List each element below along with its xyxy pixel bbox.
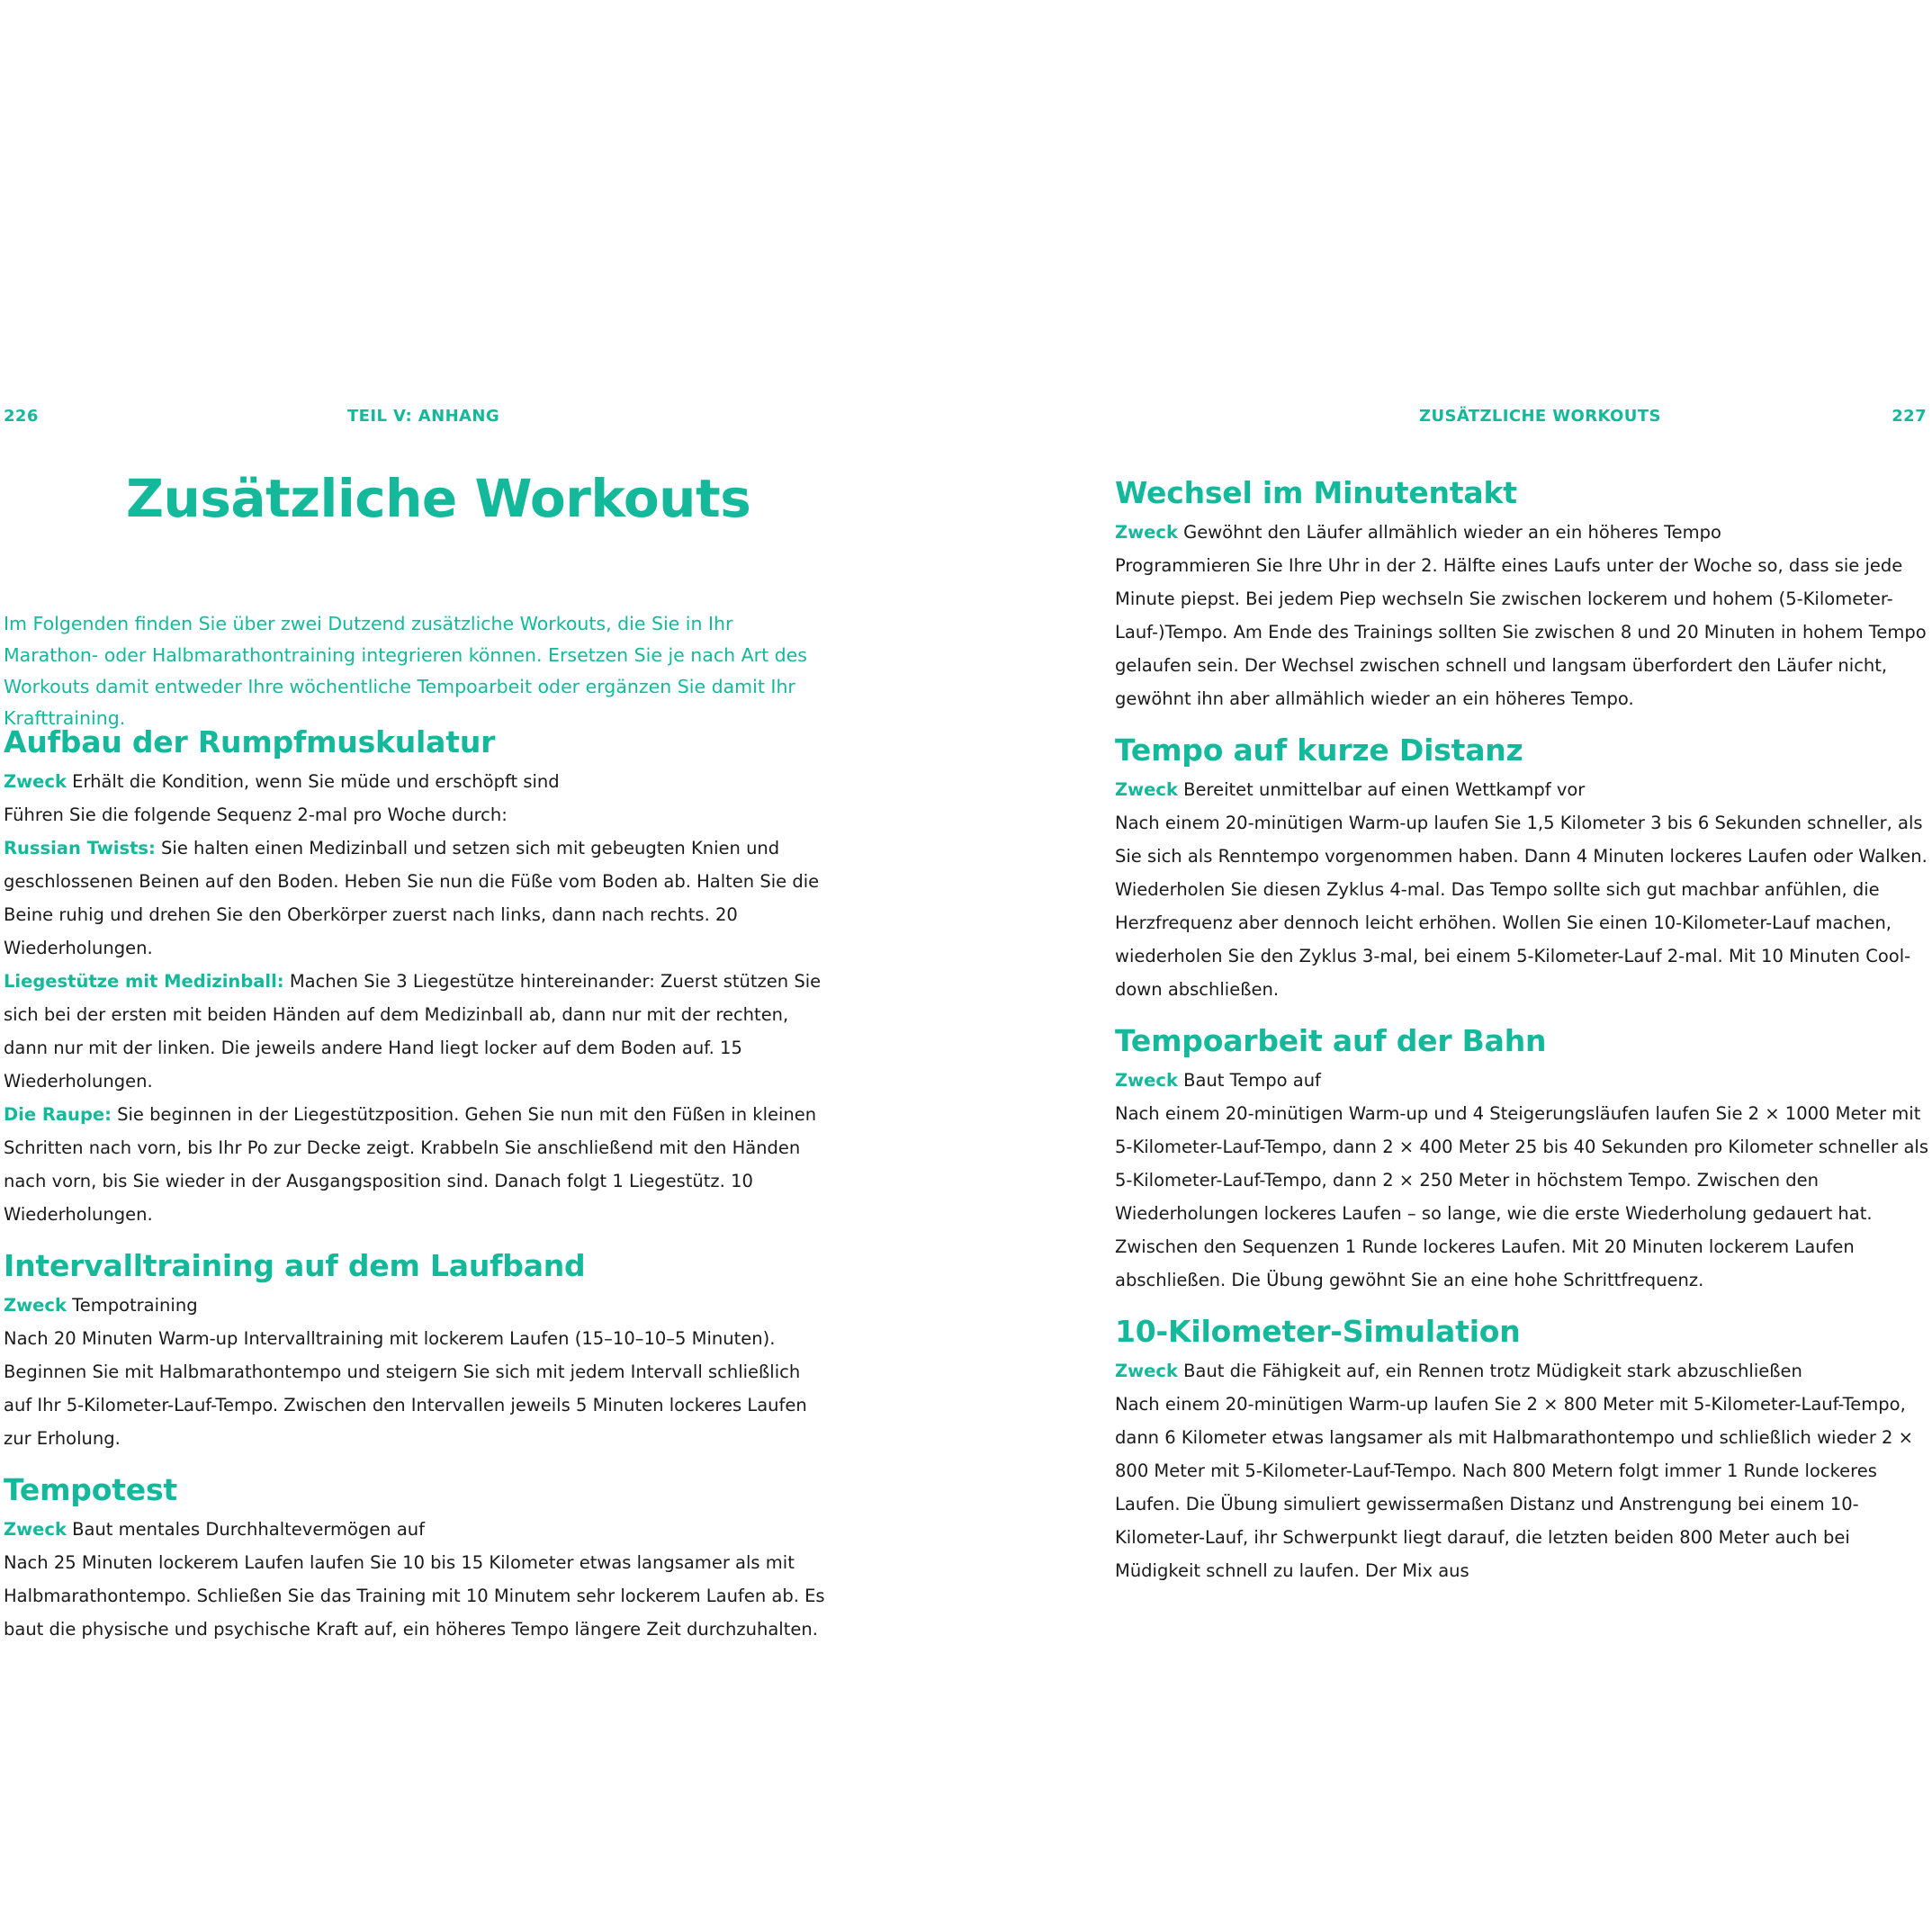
purpose-line	[1115, 1064, 1932, 1097]
purpose-label: Zweck	[4, 1519, 67, 1540]
section-body: Nach einem 20-minütigen Warm-up laufen Sie 2 × 800 Meter mit 5-Kilometer-Lauf-Tempo, dann 6 Kilometer etwas langsamer als mit Halbmarathontempo und schließlich wieder 2 × 800 Meter mit 5-Kilometer-Lauf-Tempo. Nach 800 Metern folgt immer 1 Runde lockeres Laufen. Die Übung simuliert gewissermaßen Distanz und Anstrengung bei einem 10-Kilometer-Lauf, ihr Schwerpunkt liegt darauf, die letzten beiden 800 Meter auch bei Müdigkeit schnell zu laufen. Der Mix aus	[1115, 1394, 1913, 1581]
purpose-label: Zweck	[1115, 522, 1178, 543]
purpose-label: Zweck	[1115, 1361, 1178, 1381]
page-number: 226	[4, 407, 39, 426]
section-kurze-distanz	[1115, 728, 1932, 1006]
section-body: Programmieren Sie Ihre Uhr in der 2. Hälfte eines Laufs unter der Woche so, dass sie jede Minute piepst. Bei jedem Piep wechseln Sie zwischen lockerem und hohem (5-Kilometer-Lauf-)Tempo. Am Ende des Trainings sollten Sie zwischen 8 und 20 Minuten in hohem Tempo gelaufen sein. Der Wechsel zwischen schnell und langsam überfordert den Läufer nicht, gewöhnt ihn aber allmählich wieder an ein höheres Tempo.	[1115, 555, 1927, 709]
exercise-text: Sie halten einen Medizinball und setzen sich mit gebeugten Knien und geschlossenen Beinen auf den Boden. Heben Sie nun die Füße vom Boden ab. Halten Sie die Beine ruhig und drehen Sie den Oberkörper zuerst nach links, dann nach rechts. 20 Wiederholungen.	[4, 838, 820, 958]
purpose-text: Tempotraining	[72, 1295, 198, 1316]
section-heading: Tempoarbeit auf der Bahn	[1115, 1023, 1547, 1058]
section-heading: Tempo auf kurze Distanz	[1115, 732, 1523, 768]
section-body: Nach einem 20-minütigen Warm-up und 4 Steigerungsläufen laufen Sie 2 × 1000 Meter mit 5-Kilometer-Lauf-Tempo, dann 2 × 400 Meter 25 bis 40 Sekunden pro Kilometer schneller als 5-Kilometer-Lauf-Tempo, dann 2 × 250 Meter in höchstem Tempo. Zwischen den Wiederholungen lockeres Laufen – so lange, wie die erste Wiederholung gedauert hat. Zwischen den Sequenzen 1 Runde lockeres Laufen. Mit 20 Minuten lockerem Laufen abschließen. Die Übung gewöhnt Sie an eine hohe Schrittfrequenz.	[1115, 1103, 1928, 1290]
exercise-russian-twists	[4, 831, 827, 965]
page-number: 227	[1892, 407, 1927, 426]
purpose-line	[1115, 1354, 1932, 1388]
purpose-text: Baut die Fähigkeit auf, ein Rennen trotz Müdigkeit stark abzuschließen	[1183, 1361, 1802, 1381]
running-head: ZUSÄTZLICHE WORKOUTS	[1419, 407, 1661, 426]
exercise-label: Die Raupe:	[4, 1104, 112, 1125]
purpose-line	[1115, 773, 1932, 806]
purpose-text: Gewöhnt den Läufer allmählich wieder an ein höheres Tempo	[1183, 522, 1721, 543]
exercise-liegestuetze	[4, 965, 827, 1098]
purpose-label: Zweck	[1115, 1070, 1178, 1091]
right-column	[1115, 471, 1932, 1587]
section-body: Führen Sie die folgende Sequenz 2-mal pro Woche durch:	[4, 804, 508, 825]
section-intervalltraining	[4, 1244, 827, 1455]
running-head: TEIL V: ANHANG	[347, 407, 500, 426]
purpose-text: Erhält die Kondition, wenn Sie müde und erschöpft sind	[72, 771, 560, 792]
section-10k-simulation	[1115, 1309, 1932, 1587]
section-heading: Aufbau der Rumpfmuskulatur	[4, 724, 496, 759]
purpose-line	[1115, 516, 1932, 549]
exercise-raupe	[4, 1098, 827, 1231]
exercise-label: Russian Twists:	[4, 838, 156, 858]
intro-paragraph: Im Folgenden finden Sie über zwei Dutzend zusätzliche Workouts, die Sie in Ihr Marathon- oder Halbmarathontraining integrieren können. Ersetzen Sie je nach Art des Workouts damit entweder Ihre wöchentliche Tempoarbeit oder ergänzen Sie damit Ihr Krafttraining.	[4, 613, 807, 729]
purpose-line	[4, 1513, 827, 1546]
section-body: Nach 20 Minuten Warm-up Intervalltraining mit lockerem Laufen (15–10–10–5 Minuten). Beginnen Sie mit Halbmarathontempo und steigern Sie sich mit jedem Intervall schließlich auf Ihr 5-Kilometer-Lauf-Tempo. Zwischen den Intervallen jeweils 5 Minuten lockeres Laufen zur Erholung.	[4, 1328, 807, 1449]
section-minutentakt	[1115, 471, 1932, 715]
purpose-text: Baut Tempo auf	[1183, 1070, 1321, 1091]
purpose-label: Zweck	[4, 771, 67, 792]
section-heading: 10-Kilometer-Simulation	[1115, 1314, 1521, 1349]
section-heading: Tempotest	[4, 1472, 177, 1507]
exercise-text: Sie beginnen in der Liegestützposition. Gehen Sie nun mit den Füßen in kleinen Schritten nach vorn, bis Ihr Po zur Decke zeigt. Krabbeln Sie anschließend mit den Händen nach vorn, bis Sie wieder in der Ausgangsposition sind. Danach folgt 1 Liegestütz. 10 Wiederholungen.	[4, 1104, 817, 1225]
exercise-label: Liegestütze mit Medizinball:	[4, 971, 284, 992]
exercise-text: Machen Sie 3 Liegestütze hintereinander: Zuerst stützen Sie sich bei der ersten mit beiden Händen auf dem Medizinball ab, dann nur mit der rechten, dann nur mit der linken. Die jeweils andere Hand liegt locker auf dem Boden auf. 15 Wiederholungen.	[4, 971, 822, 1092]
section-rumpfmuskulatur	[4, 720, 827, 1231]
purpose-line	[4, 765, 827, 798]
section-body: Nach 25 Minuten lockerem Laufen laufen Sie 10 bis 15 Kilometer etwas langsamer als mit Halbmarathontempo. Schließen Sie das Training mit 10 Minutem sehr lockerem Laufen ab. Es baut die physische und psychische Kraft auf, ein höheres Tempo längere Zeit durchzuhalten.	[4, 1552, 825, 1640]
purpose-label: Zweck	[1115, 779, 1178, 800]
left-column	[4, 720, 827, 1646]
purpose-text: Baut mentales Durchhaltevermögen auf	[72, 1519, 426, 1540]
chapter-title: Zusätzliche Workouts	[126, 468, 751, 529]
section-tempotest	[4, 1468, 827, 1646]
section-body: Nach einem 20-minütigen Warm-up laufen Sie 1,5 Kilometer 3 bis 6 Sekunden schneller, als Sie sich als Renntempo vorgenommen haben. Dann 4 Minuten lockeres Laufen oder Walken. Wiederholen Sie diesen Zyklus 4-mal. Das Tempo sollte sich gut machbar anfühlen, die Herzfrequenz aber dennoch leicht erhöhen. Wollen Sie einen 10-Kilometer-Lauf machen, wiederholen Sie den Zyklus 3-mal, bei einem 5-Kilometer-Lauf 2-mal. Mit 10 Minuten Cool-down abschließen.	[1115, 813, 1928, 1000]
section-heading: Wechsel im Minutentakt	[1115, 475, 1517, 510]
purpose-text: Bereitet unmittelbar auf einen Wettkampf vor	[1183, 779, 1586, 800]
purpose-label: Zweck	[4, 1295, 67, 1316]
section-bahn	[1115, 1019, 1932, 1297]
section-heading: Intervalltraining auf dem Laufband	[4, 1248, 586, 1283]
purpose-line	[4, 1289, 827, 1322]
